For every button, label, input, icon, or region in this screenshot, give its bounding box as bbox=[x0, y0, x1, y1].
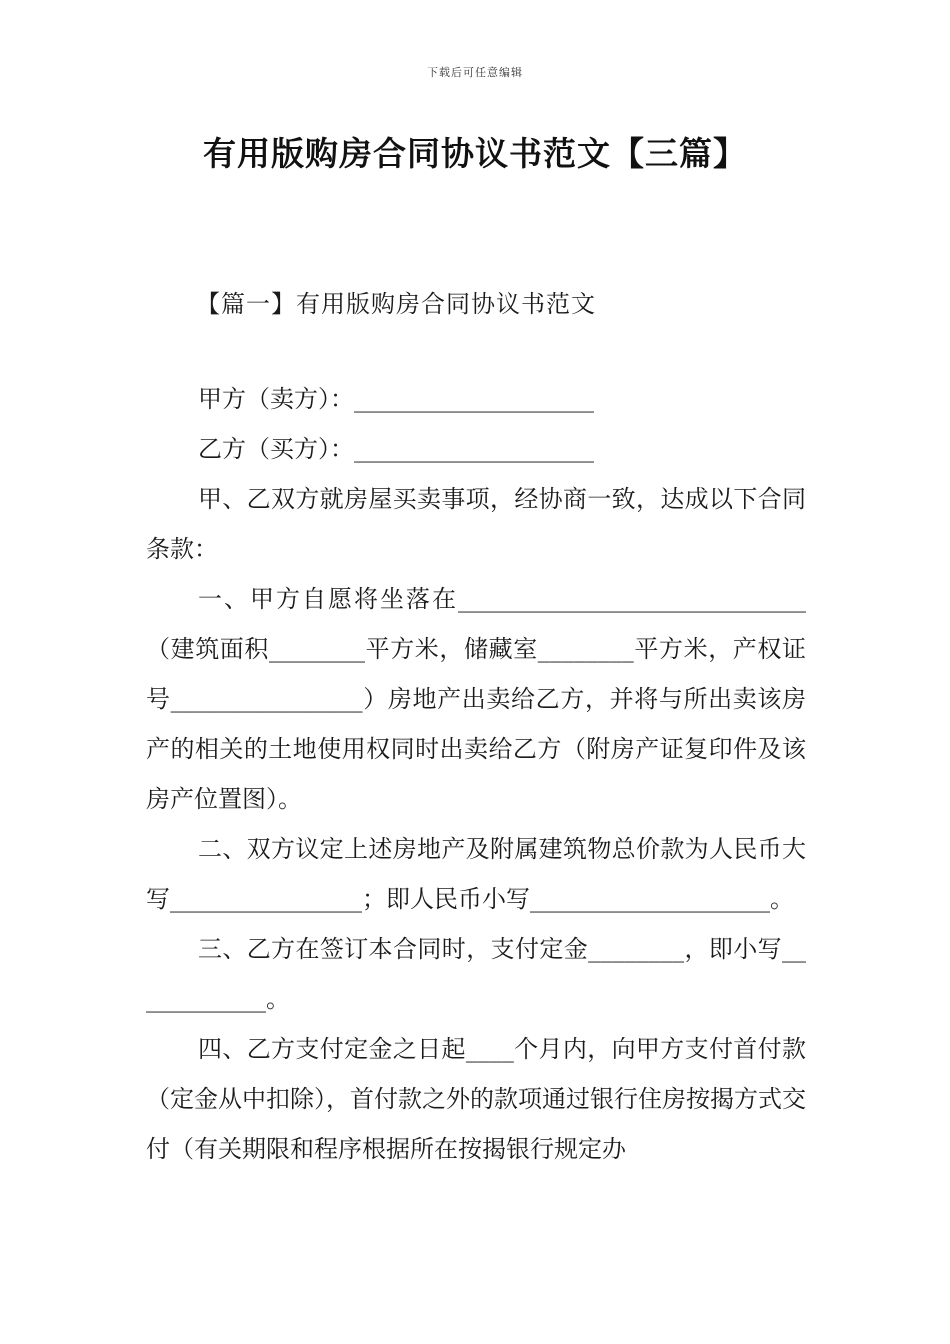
document-body bbox=[146, 374, 806, 1174]
document-title: 有用版购房合同协议书范文【三篇】 bbox=[203, 134, 747, 173]
paragraph-buyer: 乙方（买方）：____________________ bbox=[198, 435, 594, 463]
paragraph-clause-1: 一、甲方自愿将坐落在_____________________________（建筑面积________平方米，储藏室________平方米，产权证号________________）房地产出卖给乙方，并将与所出卖该房产的相关的土地使用权同时出卖给乙方（附房产证复印件及该房产位置图）。 bbox=[146, 585, 806, 813]
paragraph-intro: 甲、乙双方就房屋买卖事项，经协商一致，达成以下合同条款： bbox=[146, 485, 806, 563]
section-title: 【篇一】有用版购房合同协议书范文 bbox=[196, 290, 596, 318]
paragraph-clause-2: 二、双方议定上述房地产及附属建筑物总价款为人民币大写________________；即人民币小写____________________。 bbox=[146, 835, 806, 913]
paragraph-clause-3: 三、乙方在签订本合同时，支付定金________，即小写____________。 bbox=[146, 935, 806, 1013]
paragraph-seller: 甲方（卖方）：____________________ bbox=[198, 385, 594, 413]
header-note: 下载后可任意编辑 bbox=[427, 66, 523, 79]
paragraph-clause-4: 四、乙方支付定金之日起____个月内，向甲方支付首付款（定金从中扣除），首付款之外的款项通过银行住房按揭方式交付（有关期限和程序根据所在按揭银行规定办 bbox=[146, 1035, 806, 1163]
